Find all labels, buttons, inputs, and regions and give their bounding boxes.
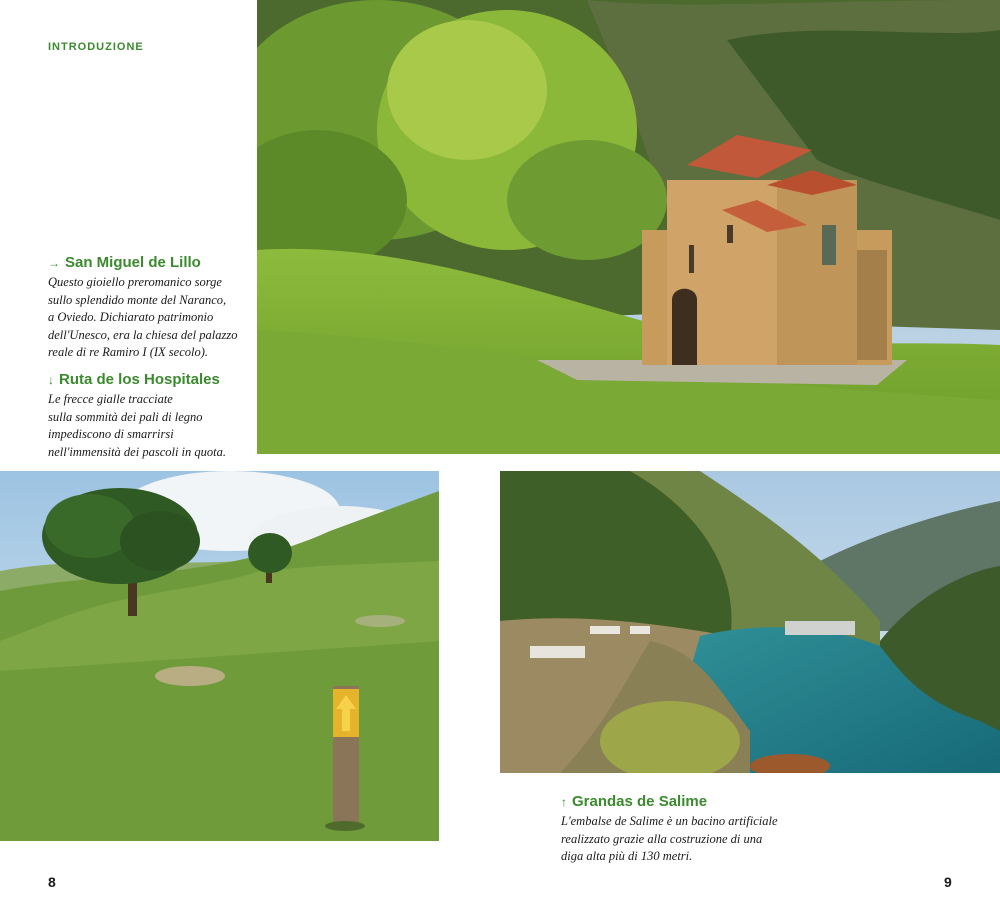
arrow-right-icon: → (48, 255, 60, 270)
photo-san-miguel-de-lillo (257, 0, 1000, 454)
caption-grandas-salime (561, 793, 821, 866)
photo-ruta-de-los-hospitales (0, 471, 439, 841)
caption-title (48, 371, 253, 388)
page-number-left: 8 (48, 874, 56, 890)
caption-text: Questo gioiello preromanico sorge sullo splendido monte del Naranco, a Oviedo. Dichiarato patrimonio dell'Unesco, era la chiesa del palazzo reale di re Ramiro I (IX secolo). (48, 275, 238, 359)
caption-title-text: San Miguel de Lillo (65, 254, 201, 271)
section-label: INTRODUZIONE (48, 41, 144, 53)
caption-san-miguel (48, 254, 248, 362)
caption-title (561, 793, 821, 810)
caption-text: L'embalse de Salime è un bacino artificiale realizzato grazie alla costruzione di una diga alta più di 130 metri. (561, 814, 778, 863)
caption-title (48, 254, 248, 271)
arrow-up-icon: ↑ (561, 794, 567, 809)
arrow-down-icon: ↓ (48, 372, 54, 387)
caption-title-text: Ruta de los Hospitales (59, 371, 220, 388)
caption-title-text: Grandas de Salime (572, 793, 708, 810)
caption-ruta-hospitales (48, 371, 253, 461)
photo-grandas-de-salime (500, 471, 1000, 773)
caption-text: Le frecce gialle tracciate sulla sommità dei pali di legno impediscono di smarrirsi nell'immensità dei pascoli in quota. (48, 392, 227, 459)
page-number-right: 9 (944, 874, 952, 890)
